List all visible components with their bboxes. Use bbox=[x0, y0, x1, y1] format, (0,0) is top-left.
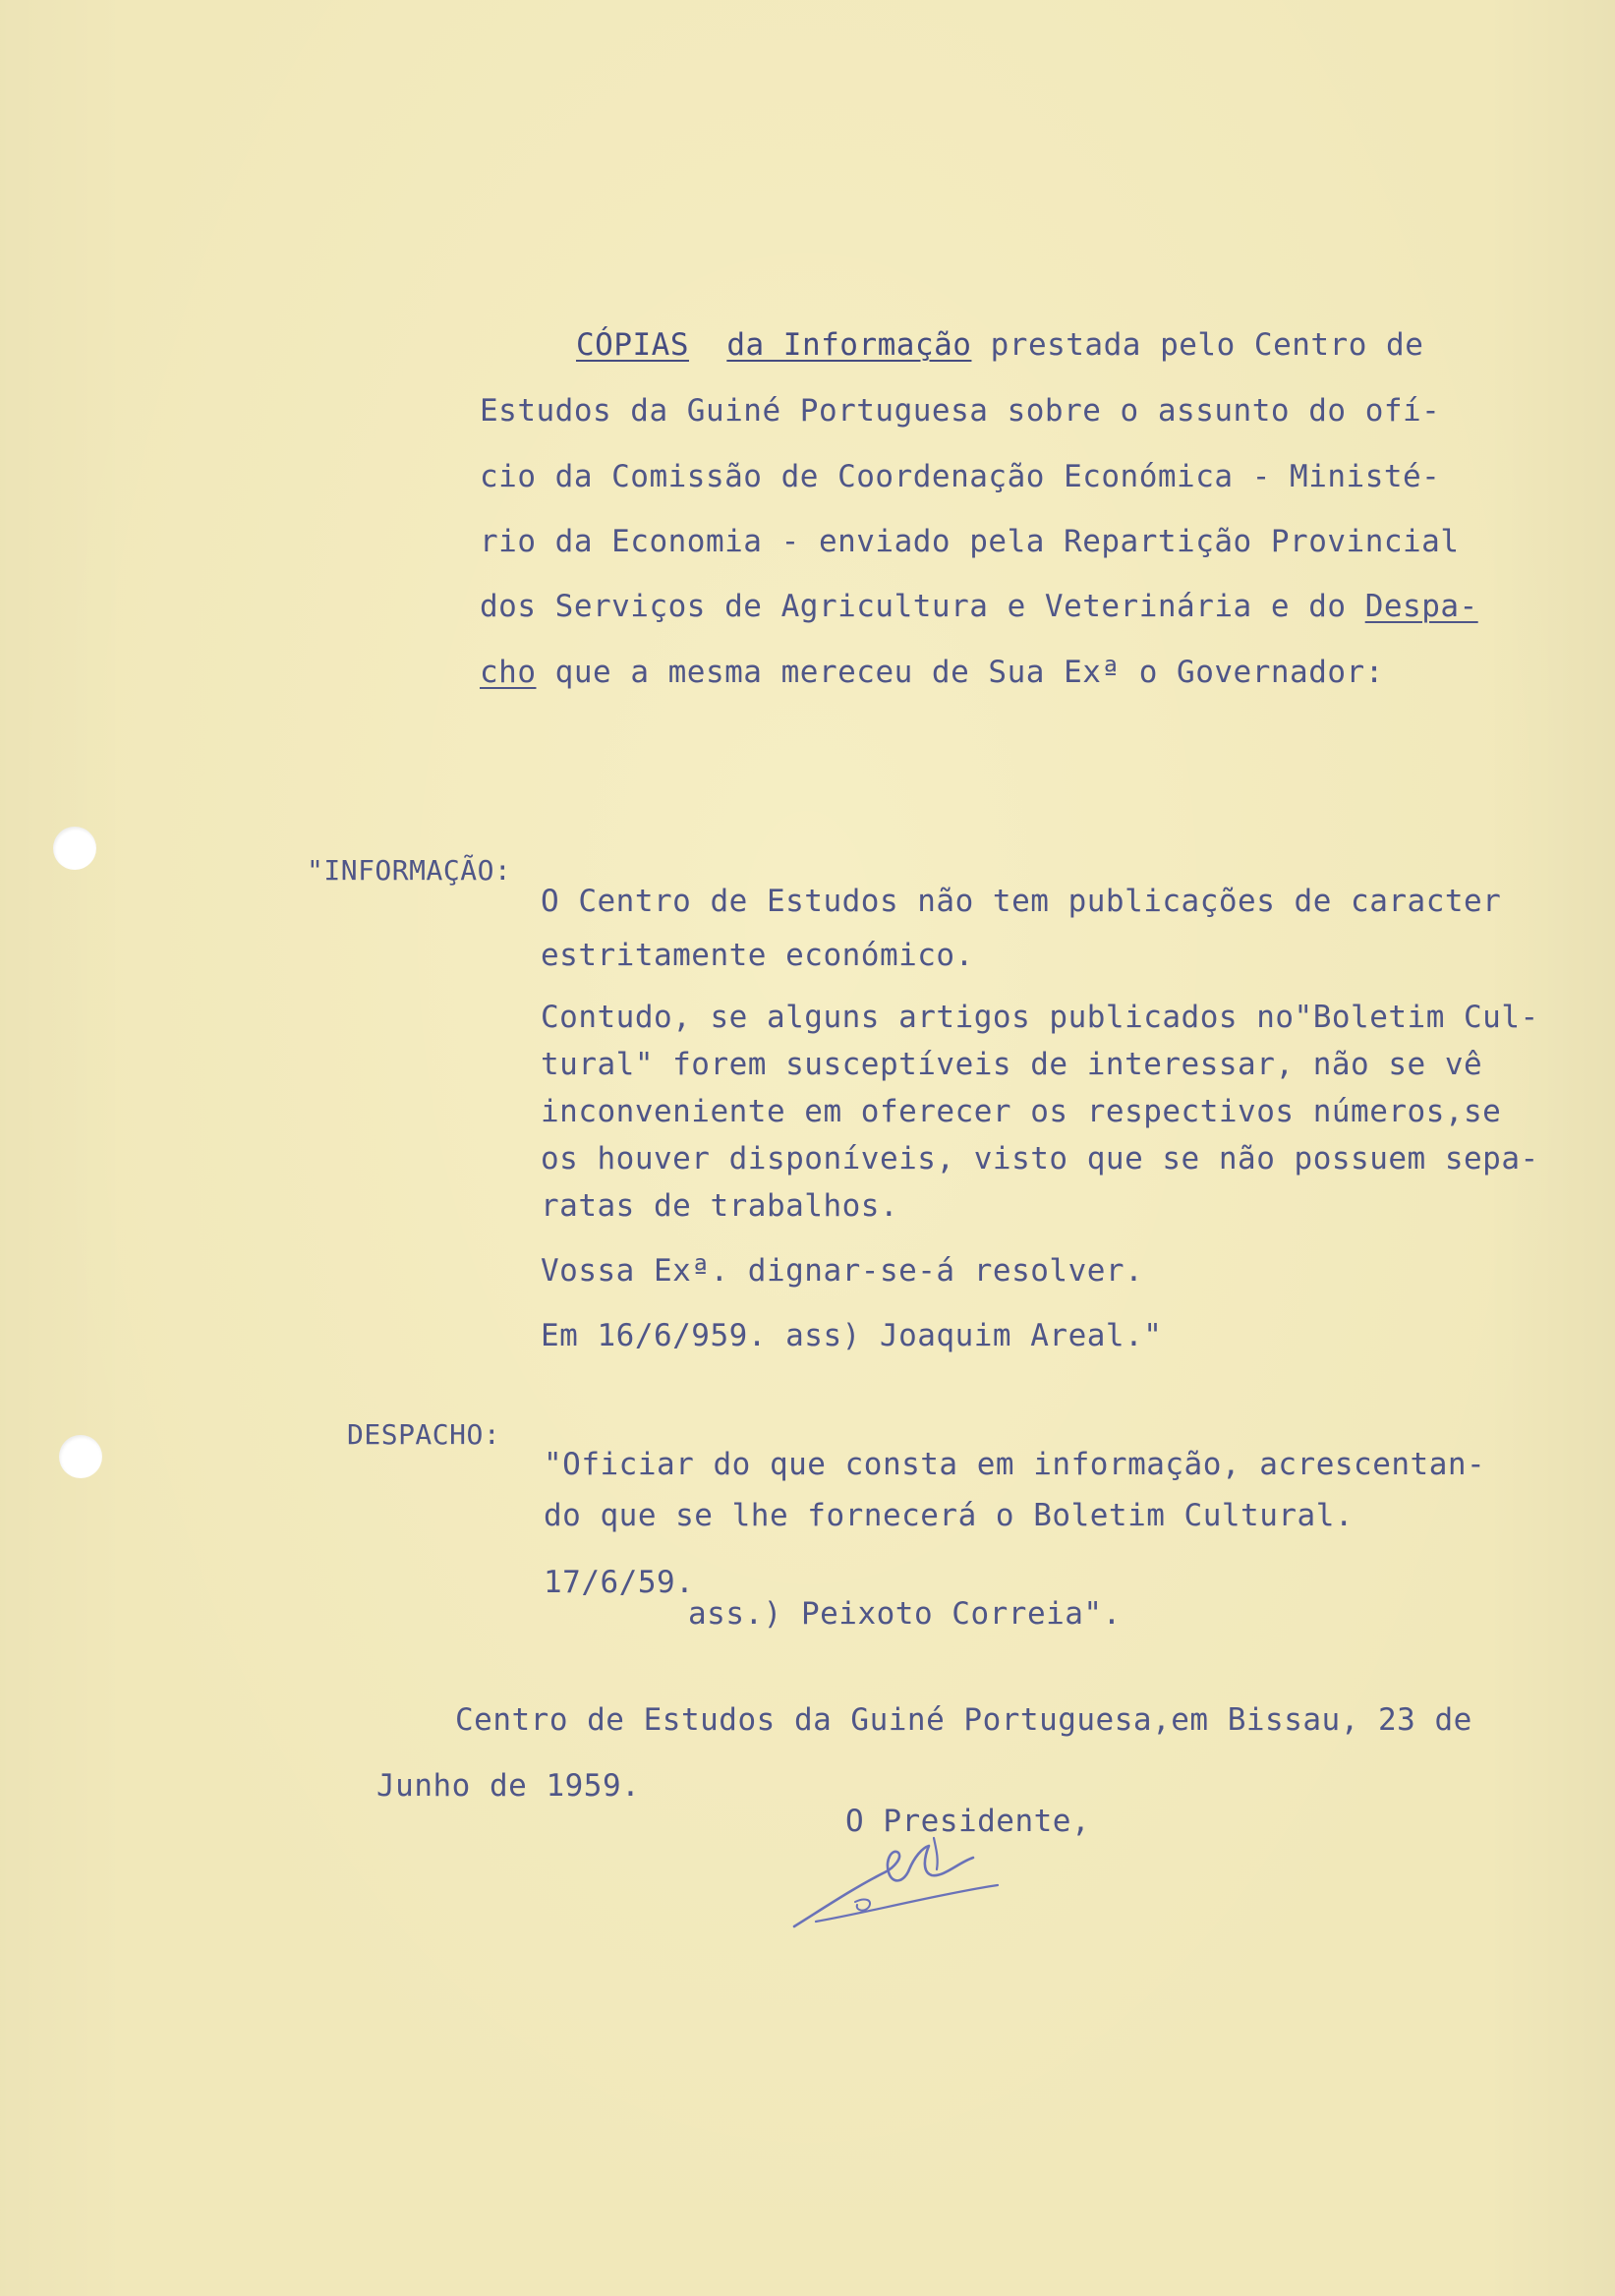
despacho-date: 17/6/59. bbox=[544, 1565, 695, 1600]
heading-copias: CÓPIAS bbox=[576, 327, 689, 363]
informacao-line: O Centro de Estudos não tem publicações de caracter bbox=[541, 884, 1502, 919]
informacao-line: Contudo, se alguns artigos publicados no"Boletim Cul- bbox=[541, 1000, 1539, 1035]
informacao-label: "INFORMAÇÃO: bbox=[307, 854, 512, 887]
intro-line-6 bbox=[480, 653, 1384, 692]
intro-line-1-rest: prestada pelo Centro de bbox=[971, 327, 1424, 363]
informacao-line: Vossa Exª. dignar-se-á resolver. bbox=[541, 1253, 1144, 1289]
intro-line-5 bbox=[480, 587, 1478, 626]
informacao-line: estritamente económico. bbox=[541, 938, 974, 973]
closing-signatory: O Presidente, bbox=[845, 1804, 1091, 1839]
despacho-signature-line: ass.) Peixoto Correia". bbox=[688, 1596, 1122, 1632]
closing-place-line-2: Junho de 1959. bbox=[376, 1768, 641, 1804]
handwritten-signature bbox=[786, 1828, 1012, 1936]
intro-cho: cho bbox=[480, 655, 537, 690]
informacao-line: Em 16/6/959. ass) Joaquim Areal." bbox=[541, 1318, 1163, 1353]
informacao-line: inconveniente em oferecer os respectivos números,se bbox=[541, 1094, 1502, 1129]
informacao-line: ratas de trabalhos. bbox=[541, 1188, 899, 1224]
despacho-label: DESPACHO: bbox=[347, 1418, 501, 1451]
informacao-line: tural" forem susceptíveis de interessar, não se vê bbox=[541, 1047, 1483, 1082]
intro-line-3: cio da Comissão de Coordenação Económica - Ministé- bbox=[480, 459, 1441, 494]
punch-hole-top bbox=[53, 827, 96, 870]
informacao-line: os houver disponíveis, visto que se não possuem sepa- bbox=[541, 1141, 1539, 1177]
intro-line-5-start: dos Serviços de Agricultura e Veterinária e do bbox=[480, 589, 1365, 624]
intro-line-6-rest: que a mesma mereceu de Sua Exª o Governador: bbox=[536, 655, 1384, 690]
closing-place-line-1: Centro de Estudos da Guiné Portuguesa,em Bissau, 23 de bbox=[455, 1702, 1472, 1738]
punch-hole-bottom bbox=[59, 1435, 102, 1478]
heading-informacao: da Informação bbox=[726, 327, 972, 363]
intro-line-1 bbox=[576, 325, 1423, 365]
intro-line-2: Estudos da Guiné Portuguesa sobre o assunto do ofí- bbox=[480, 393, 1441, 429]
despacho-line: "Oficiar do que consta em informação, acrescentan- bbox=[544, 1447, 1486, 1482]
despacho-line: do que se lhe fornecerá o Boletim Cultural. bbox=[544, 1498, 1355, 1533]
intro-line-4: rio da Economia - enviado pela Repartição Provincial bbox=[480, 524, 1460, 559]
intro-despa: Despa- bbox=[1364, 589, 1478, 624]
